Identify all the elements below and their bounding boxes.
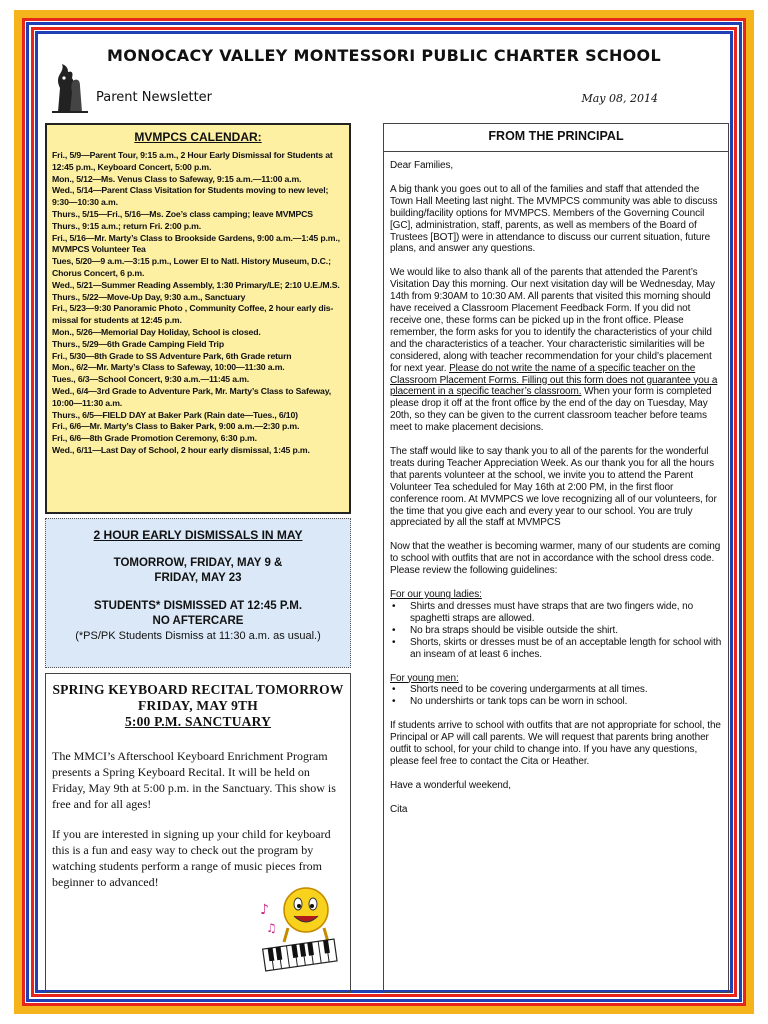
paragraph-volunteer-tea: The staff would like to say thank you to all of the parents for the wonderful treats during Teacher Appreciation Week. As our thank you for all the hours that parents volunteer at the school, we invite you to attend the Parent Volunteer Tea scheduled for May 16th at 2:00 PM, in the first floor conference room. At MVMPCS we love recognizing all of our volunteers, for the time that you give each and every year to our school. You are truly appreciated by all the staff at MVMPCS: [390, 446, 717, 529]
young-ladies-list: [390, 601, 722, 661]
calendar-line: 10:00—11:30 a.m.: [52, 397, 123, 408]
young-men-list: [390, 684, 722, 708]
principal-title: FROM THE PRINCIPAL: [488, 129, 624, 143]
principal-letter-box: [383, 123, 729, 993]
visitation-text-end: When your form is completed please drop it off at the front office by the end of the day on Tuesday, May 20th, so they can be given to the current classroom teacher before teams meet to make placement decisions.: [390, 386, 712, 434]
visitation-text: We would like to also thank all of the parents that attended the Parent’s Visitation Day this morning. Our next visitation day will be Wednesday, May 14th from 9:30AM to 10:30 AM. All parents that visited this morning should have received a Classroom Placement Feedback Form. If you did not receive one, these forms can be picked up in the front office. Please remember, the form asks for you to identify the characteristics of your child and the characteristics of a teacher. Your characteristic similarities will be considered, along with teacher recommendation for your child’s placement for next year.: [390, 267, 715, 374]
newsletter-date: May 08, 2014: [581, 92, 658, 105]
greeting: Dear Families,: [390, 160, 454, 171]
svg-text:♪: ♪: [260, 902, 269, 918]
calendar-line: MVMPCS Volunteer Tea: [52, 244, 146, 255]
calendar-line: Thurs., 6/5—FIELD DAY at Baker Park (Rain date—Tues., 6/10): [52, 409, 298, 420]
newsletter-label: Parent Newsletter: [96, 90, 213, 105]
guideline-item: • Shorts, skirts or dresses must be of an acceptable length for school with an inseam of at least 6 inches.: [390, 637, 722, 661]
calendar-line: Fri., 5/30—8th Grade to SS Adventure Park, 6th Grade return: [52, 350, 292, 361]
calendar-line: Fri., 6/6—Mr. Marty’s Class to Baker Park, 9:00 a.m.—2:30 p.m.: [52, 421, 300, 432]
calendar-line: Fri., 6/6—8th Grade Promotion Ceremony, 6:30 p.m.: [52, 433, 257, 444]
dismissal-line-1: TOMORROW, FRIDAY, MAY 9 &: [113, 557, 283, 569]
calendar-line: Fri., 5/9—Parent Tour, 9:15 a.m., 2 Hour Early Dismissal for Students at: [52, 150, 333, 160]
calendar-line: Thurs., 5/15—Fri., 5/16—Ms. Zoe’s class camping; leave MVMPCS: [52, 208, 313, 219]
guideline-item: • Shorts need to be covering undergarments at all times.: [390, 684, 722, 696]
calendar-line: Wed., 5/14—Parent Class Visitation for Students moving to new level;: [52, 185, 329, 196]
paragraph-outfits: If students arrive to school with outfits that are not appropriate for school, the Principal or AP will call parents. We will request that parents bring another outfit to school, for your child to change into. If you have any questions, please feel free to contact the Cita or Heather.: [390, 720, 721, 767]
calendar-line: Mon., 5/12—Ms. Venus Class to Safeway, 9:15 a.m.—11:00 a.m.: [52, 173, 302, 184]
dismissal-line-2: FRIDAY, MAY 23: [154, 572, 242, 584]
early-dismissal-box: [45, 518, 351, 668]
placement-warning: Please do not write the name of a specific teacher on the Classroom Placement Forms. Filling out this form does not guarantee you a placement in a specific teacher’s classroom.: [390, 362, 718, 398]
calendar-line: Tues, 5/20—9 a.m.—3:15 p.m., Lower El to Natl. History Museum, D.C.;: [52, 256, 331, 267]
svg-text:♫: ♫: [266, 921, 277, 935]
school-mascot-logo: [50, 62, 90, 114]
recital-title-2: FRIDAY, MAY 9TH: [138, 698, 258, 713]
paragraph-town-hall: A big thank you goes out to all of the families and staff that attended the Town Hall Meeting last night. The MVMPCS community was able to discuss building/facility options for MVMPCS. Members of the Governing Council [GC], administration, staff, parents, as well as members of the Board of Trustees [BOT]) were in attendance to discuss our current situation, future plans, and answer any questions.: [390, 183, 718, 255]
calendar-list: [52, 150, 344, 457]
dismissal-note: (*PS/PK Students Dismiss at 11:30 a.m. as usual.): [75, 630, 321, 642]
calendar-line: Wed., 5/21—Summer Reading Assembly, 1:30 Primary/LE; 2:10 U.E./M.S.: [52, 279, 340, 290]
dismissal-line-3: STUDENTS* DISMISSED AT 12:45 P.M.: [93, 600, 303, 612]
recital-title-3: 5:00 P.M. SANCTUARY: [124, 714, 272, 729]
recital-paragraph-2: If you are interested in signing up your child for keyboard this is a fun and easy way to check out the program by watching students perform a range of music pieces from beginner to advanced!: [52, 827, 331, 889]
closing: Have a wonderful weekend,: [390, 779, 511, 791]
calendar-line: 9:30—10:30 a.m.: [52, 197, 118, 208]
calendar-line: Chorus Concert, 6 p.m.: [52, 267, 145, 278]
paragraph-visitation: [390, 267, 722, 434]
smiley-keyboard-icon: [258, 880, 340, 980]
dismissal-title: 2 HOUR EARLY DISMISSALS IN MAY: [93, 528, 303, 542]
calendar-line: Wed., 6/4—3rd Grade to Adventure Park, Mr. Marty’s Class to Safeway,: [52, 385, 331, 396]
recital-title-1: SPRING KEYBOARD RECITAL TOMORROW: [52, 682, 344, 697]
school-name: MONOCACY VALLEY MONTESSORI PUBLIC CHARTER SCHOOL: [107, 46, 661, 65]
guideline-item: • No undershirts or tank tops can be worn in school.: [390, 696, 722, 708]
calendar-line: 12:45 p.m., Keyboard Concert, 5:00 p.m.: [52, 161, 212, 172]
recital-paragraph-1: The MMCI’s Afterschool Keyboard Enrichment Program presents a Spring Keyboard Recital. It will be held on Friday, May 9th at 5:00 p.m. in the Sanctuary. This show is free and for all ages!: [52, 749, 336, 811]
calendar-line: Fri., 5/16—Mr. Marty’s Class to Brookside Gardens, 9:00 a.m.—1:45 p.m.,: [52, 232, 340, 243]
dismissal-line-4: NO AFTERCARE: [152, 615, 244, 627]
calendar-line: Thurs., 5/29—6th Grade Camping Field Trip: [52, 338, 224, 349]
guideline-item: • No bra straps should be visible outside the shirt.: [390, 625, 722, 637]
young-men-label: For young men:: [390, 672, 459, 684]
guideline-item: • Shirts and dresses must have straps that are two fingers wide, no spaghetti straps are allowed.: [390, 601, 722, 625]
calendar-line: Mon., 6/2—Mr. Marty’s Class to Safeway, 10:00—11:30 a.m.: [52, 362, 285, 373]
calendar-line: Wed., 6/11—Last Day of School, 2 hour early dismissal, 1:45 p.m.: [52, 444, 310, 455]
calendar-line: Fri., 5/23—9:30 Panoramic Photo , Community Coffee, 2 hour early dis-: [52, 303, 334, 314]
calendar-line: Mon., 5/26—Memorial Day Holiday, School is closed.: [52, 326, 261, 337]
calendar-line: Thurs., 5/22—Move-Up Day, 9:30 a.m., Sanctuary: [52, 291, 246, 302]
young-ladies-label: For our young ladies:: [390, 589, 482, 601]
paragraph-dress-code: Now that the weather is becoming warmer, many of our students are coming to school with outfits that are not in accordance with the school dress code. Please review the following guidelines:: [390, 541, 721, 577]
calendar-line: Tues., 6/3—School Concert, 9:30 a.m.—11:45 a.m.: [52, 374, 250, 385]
calendar-line: missal for students at 12:45 p.m.: [52, 315, 182, 326]
calendar-title: MVMPCS CALENDAR:: [134, 130, 262, 144]
signature: Cita: [390, 803, 408, 815]
calendar-box: [45, 123, 351, 514]
calendar-line: Thurs., 9:15 a.m.; return Fri. 2:00 p.m.: [52, 220, 201, 231]
